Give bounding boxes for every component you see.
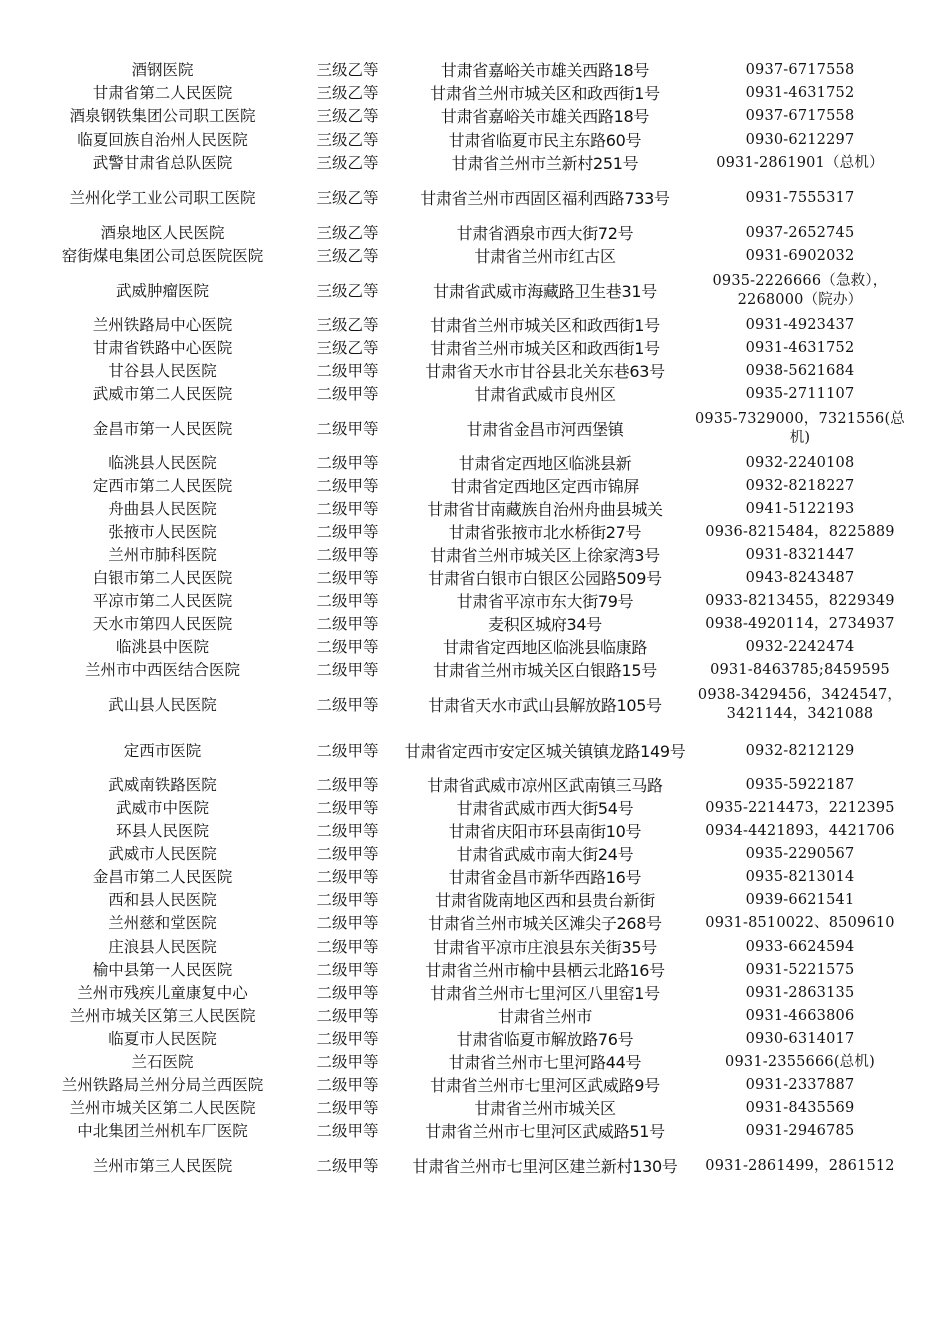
hospital-name-cell: 武威肿瘤医院 xyxy=(115,281,209,300)
hospital-phone-cell: 0941-5122193 xyxy=(745,501,855,517)
hospital-name-cell: 临洮县中医院 xyxy=(115,638,209,656)
table-row xyxy=(30,1074,910,1097)
table-row xyxy=(30,567,910,590)
table-row xyxy=(30,935,910,959)
table-row xyxy=(30,889,910,912)
hospital-grade-cell: 二级甲等 xyxy=(316,454,379,472)
hospital-name-cell: 天水市第四人民医院 xyxy=(92,615,233,633)
hospital-address-cell: 甘肃省兰州市 xyxy=(497,1007,593,1026)
hospital-name-cell: 中北集团兰州机车厂医院 xyxy=(77,1122,248,1140)
table-row xyxy=(30,452,910,475)
hospital-name-cell: 平凉市第二人民医院 xyxy=(92,592,233,610)
hospital-phone-cell: 0938-3429456，3424547，3421144，3421088 xyxy=(697,687,903,722)
hospital-address-cell: 甘肃省兰州市七里河区八里窑1号 xyxy=(430,984,660,1003)
hospital-phone-cell: 0931-2337887 xyxy=(745,1077,855,1093)
table-row xyxy=(30,1143,910,1189)
hospital-phone-cell: 0931-4631752 xyxy=(745,340,855,356)
hospital-grade-cell: 三级乙等 xyxy=(316,189,379,207)
hospital-phone-cell: 0931-4663806 xyxy=(745,1008,855,1024)
hospital-grade-cell: 三级乙等 xyxy=(316,84,379,102)
table-row xyxy=(30,475,910,498)
hospital-name-cell: 定西市医院 xyxy=(123,741,202,760)
hospital-phone-cell: 0931-8435569 xyxy=(745,1100,855,1116)
hospital-address-cell: 甘肃省金昌市新华西路16号 xyxy=(448,868,642,887)
hospital-address-cell: 甘肃省兰州市西固区福利西路733号 xyxy=(420,189,670,208)
hospital-table-body xyxy=(30,59,910,1189)
table-row xyxy=(30,959,910,982)
hospital-grade-cell: 三级乙等 xyxy=(316,247,379,265)
hospital-grade-cell: 三级乙等 xyxy=(316,154,379,172)
hospital-phone-cell: 0935-5922187 xyxy=(745,777,855,793)
hospital-name-cell: 张掖市人民医院 xyxy=(108,523,217,541)
hospital-grade-cell: 二级甲等 xyxy=(316,914,379,932)
hospital-name-cell: 榆中县第一人民医院 xyxy=(92,961,233,979)
hospital-grade-cell: 二级甲等 xyxy=(316,891,379,909)
hospital-grade-cell: 二级甲等 xyxy=(316,695,379,714)
hospital-phone-cell: 0933-6624594 xyxy=(745,938,855,955)
table-row xyxy=(30,222,910,245)
hospital-grade-cell: 三级乙等 xyxy=(316,316,379,334)
hospital-grade-cell: 二级甲等 xyxy=(316,1007,379,1025)
hospital-grade-cell: 二级甲等 xyxy=(316,1053,379,1071)
table-row xyxy=(30,774,910,797)
hospital-address-cell: 甘肃省兰州市兰新村251号 xyxy=(451,154,639,173)
hospital-address-cell: 甘肃省兰州市七里河区武威路9号 xyxy=(430,1076,660,1095)
hospital-name-cell: 兰州市中西医结合医院 xyxy=(84,661,240,679)
hospital-phone-cell: 0931-2861901（总机） xyxy=(716,155,884,171)
hospital-grade-cell: 二级甲等 xyxy=(316,615,379,633)
hospital-name-cell: 兰州市城关区第三人民医院 xyxy=(69,1007,256,1025)
hospital-name-cell: 兰州市第三人民医院 xyxy=(92,1156,233,1175)
hospital-name-cell: 武威市人民医院 xyxy=(108,845,217,863)
hospital-address-cell: 甘肃省兰州市城关区白银路15号 xyxy=(433,661,657,680)
table-row xyxy=(30,1005,910,1028)
table-row xyxy=(30,360,910,383)
hospital-name-cell: 武威南铁路医院 xyxy=(108,776,217,794)
hospital-grade-cell: 二级甲等 xyxy=(316,523,379,541)
hospital-address-cell: 甘肃省甘南藏族自治州舟曲县城关 xyxy=(427,500,663,519)
hospital-address-cell: 甘肃省兰州市七里河区建兰新村130号 xyxy=(412,1156,678,1176)
hospital-address-cell: 麦积区城府34号 xyxy=(488,615,602,634)
hospital-name-cell: 兰州市城关区第二人民医院 xyxy=(69,1099,256,1117)
hospital-name-cell: 甘肃省第二人民医院 xyxy=(92,84,233,102)
hospital-phone-cell: 0931-8463785;8459595 xyxy=(710,662,890,678)
table-row xyxy=(30,843,910,866)
hospital-phone-cell: 0933-8213455，8229349 xyxy=(705,593,895,609)
hospital-phone-cell: 0936-8215484，8225889 xyxy=(705,524,895,540)
hospital-grade-cell: 三级乙等 xyxy=(316,224,379,242)
hospital-grade-cell: 二级甲等 xyxy=(316,937,379,956)
hospital-phone-cell: 0939-6621541 xyxy=(745,892,855,908)
table-row xyxy=(30,820,910,843)
hospital-name-cell: 西和县人民医院 xyxy=(108,891,217,909)
hospital-name-cell: 甘肃省铁路中心医院 xyxy=(92,339,233,357)
hospital-grade-cell: 二级甲等 xyxy=(316,592,379,610)
hospital-phone-cell: 0931-2355666(总机) xyxy=(725,1054,875,1070)
table-row xyxy=(30,314,910,337)
hospital-grade-cell: 三级乙等 xyxy=(316,61,379,79)
hospital-name-cell: 金昌市第二人民医院 xyxy=(92,868,233,886)
hospital-grade-cell: 二级甲等 xyxy=(316,776,379,794)
hospital-phone-cell: 0935-2214473，2212395 xyxy=(705,800,895,816)
hospital-name-cell: 酒钢医院 xyxy=(131,61,194,79)
hospital-table xyxy=(30,59,910,1189)
hospital-address-cell: 甘肃省兰州市七里河区武威路51号 xyxy=(425,1122,665,1141)
hospital-grade-cell: 三级乙等 xyxy=(316,339,379,357)
table-row xyxy=(30,636,910,659)
hospital-name-cell: 临洮县人民医院 xyxy=(108,454,217,472)
hospital-phone-cell: 0930-6314017 xyxy=(745,1031,855,1047)
hospital-name-cell: 兰州铁路局兰州分局兰西医院 xyxy=(61,1076,264,1094)
hospital-phone-cell: 0931-8510022、8509610 xyxy=(705,915,895,931)
hospital-address-cell: 甘肃省白银市白银区公园路509号 xyxy=(428,569,662,588)
table-row xyxy=(30,866,910,889)
hospital-address-cell: 甘肃省武威市南大街24号 xyxy=(456,845,634,864)
hospital-grade-cell: 二级甲等 xyxy=(316,822,379,840)
hospital-grade-cell: 二级甲等 xyxy=(316,1099,379,1117)
table-row xyxy=(30,1097,910,1120)
table-row xyxy=(30,544,910,567)
table-row xyxy=(30,521,910,544)
hospital-address-cell: 甘肃省平凉市东大街79号 xyxy=(456,592,634,611)
hospital-grade-cell: 二级甲等 xyxy=(316,362,379,380)
hospital-phone-cell: 0937-2652745 xyxy=(745,225,855,241)
hospital-name-cell: 酒泉钢铁集团公司职工医院 xyxy=(69,107,256,125)
hospital-phone-cell: 0931-4631752 xyxy=(745,85,855,101)
hospital-address-cell: 甘肃省兰州市城关区 xyxy=(474,1099,616,1118)
table-row xyxy=(30,912,910,935)
hospital-address-cell: 甘肃省天水市甘谷县北关东巷63号 xyxy=(425,362,665,381)
hospital-phone-cell: 0935-8213014 xyxy=(745,869,855,885)
hospital-phone-cell: 0935-7329000，7321556(总机) xyxy=(694,411,905,446)
table-row xyxy=(30,590,910,613)
hospital-phone-cell: 0931-8321447 xyxy=(745,547,855,563)
hospital-grade-cell: 二级甲等 xyxy=(316,419,379,438)
hospital-phone-cell: 0931-7555317 xyxy=(745,190,855,206)
hospital-name-cell: 兰州慈和堂医院 xyxy=(108,914,217,932)
hospital-grade-cell: 二级甲等 xyxy=(316,845,379,863)
hospital-phone-cell: 0935-2290567 xyxy=(745,846,855,862)
table-row xyxy=(30,82,910,105)
hospital-address-cell: 甘肃省定西地区临洮县新 xyxy=(458,454,632,473)
hospital-name-cell: 白银市第二人民医院 xyxy=(92,569,233,587)
hospital-address-cell: 甘肃省定西地区临洮县临康路 xyxy=(442,638,648,657)
hospital-name-cell: 定西市第二人民医院 xyxy=(92,477,233,495)
table-row xyxy=(30,613,910,636)
hospital-grade-cell: 二级甲等 xyxy=(316,477,379,495)
hospital-name-cell: 金昌市第一人民医院 xyxy=(92,419,233,438)
hospital-grade-cell: 二级甲等 xyxy=(316,569,379,587)
hospital-grade-cell: 二级甲等 xyxy=(316,1156,379,1175)
hospital-name-cell: 舟曲县人民医院 xyxy=(108,500,217,518)
hospital-grade-cell: 三级乙等 xyxy=(316,107,379,125)
table-row xyxy=(30,982,910,1005)
table-row xyxy=(30,152,910,175)
table-row xyxy=(30,59,910,82)
hospital-phone-cell: 0932-8218227 xyxy=(745,478,855,494)
hospital-address-cell: 甘肃省庆阳市环县南街10号 xyxy=(448,822,642,841)
hospital-name-cell: 酒泉地区人民医院 xyxy=(100,224,225,242)
hospital-address-cell: 甘肃省武威市西大街54号 xyxy=(456,799,634,818)
hospital-address-cell: 甘肃省嘉峪关市雄关西路18号 xyxy=(440,107,650,126)
hospital-phone-cell: 0938-5621684 xyxy=(745,363,855,379)
hospital-grade-cell: 二级甲等 xyxy=(316,1076,379,1094)
table-row xyxy=(30,105,910,128)
hospital-address-cell: 甘肃省兰州市城关区上徐家湾3号 xyxy=(430,546,660,565)
hospital-grade-cell: 三级乙等 xyxy=(316,281,379,300)
hospital-name-cell: 兰石医院 xyxy=(131,1053,194,1071)
hospital-phone-cell: 0932-2240108 xyxy=(745,455,855,471)
table-row xyxy=(30,406,910,452)
hospital-address-cell: 甘肃省兰州市城关区和政西街1号 xyxy=(430,316,660,335)
hospital-address-cell: 甘肃省酒泉市西大街72号 xyxy=(456,224,634,243)
hospital-grade-cell: 二级甲等 xyxy=(316,385,379,403)
table-row xyxy=(30,498,910,521)
hospital-address-cell: 甘肃省陇南地区西和县贵台新街 xyxy=(435,891,655,910)
hospital-name-cell: 武山县人民医院 xyxy=(108,695,217,714)
hospital-address-cell: 甘肃省兰州市城关区和政西街1号 xyxy=(430,84,660,103)
hospital-grade-cell: 二级甲等 xyxy=(316,638,379,656)
hospital-address-cell: 甘肃省兰州市七里河路44号 xyxy=(448,1053,642,1072)
hospital-phone-cell: 0931-2861499，2861512 xyxy=(705,1157,895,1174)
hospital-grade-cell: 二级甲等 xyxy=(316,799,379,817)
hospital-grade-cell: 二级甲等 xyxy=(316,1030,379,1048)
hospital-grade-cell: 二级甲等 xyxy=(316,984,379,1002)
table-row xyxy=(30,659,910,682)
hospital-address-cell: 甘肃省兰州市城关区滩尖子268号 xyxy=(428,914,662,933)
hospital-address-cell: 甘肃省兰州市城关区和政西街1号 xyxy=(430,339,660,358)
table-row xyxy=(30,1051,910,1074)
hospital-address-cell: 甘肃省武威市海藏路卫生巷31号 xyxy=(433,281,657,301)
table-row xyxy=(30,682,910,728)
hospital-address-cell: 甘肃省张掖市北水桥街27号 xyxy=(448,523,642,542)
hospital-phone-cell: 0937-6717558 xyxy=(745,108,855,124)
hospital-grade-cell: 二级甲等 xyxy=(316,661,379,679)
hospital-address-cell: 甘肃省武威市凉州区武南镇三马路 xyxy=(427,776,663,795)
hospital-grade-cell: 三级乙等 xyxy=(316,130,379,149)
hospital-phone-cell: 0932-8212129 xyxy=(745,742,855,759)
hospital-phone-cell: 0931-2863135 xyxy=(745,985,855,1001)
hospital-name-cell: 武威市中医院 xyxy=(115,799,209,817)
hospital-name-cell: 武警甘肃省总队医院 xyxy=(92,154,233,172)
table-row xyxy=(30,337,910,360)
table-row xyxy=(30,728,910,774)
hospital-phone-cell: 0931-4923437 xyxy=(745,317,855,333)
hospital-grade-cell: 二级甲等 xyxy=(316,500,379,518)
table-row xyxy=(30,245,910,268)
hospital-address-cell: 甘肃省兰州市榆中县栖云北路16号 xyxy=(425,961,665,980)
hospital-phone-cell: 0931-6902032 xyxy=(745,248,855,264)
table-row xyxy=(30,383,910,406)
hospital-phone-cell: 0930-6212297 xyxy=(745,131,855,148)
hospital-address-cell: 甘肃省金昌市河西堡镇 xyxy=(466,419,624,439)
hospital-name-cell: 兰州化学工业公司职工医院 xyxy=(69,189,256,207)
hospital-name-cell: 临夏市人民医院 xyxy=(108,1030,217,1048)
hospital-phone-cell: 0937-6717558 xyxy=(745,62,855,78)
table-row xyxy=(30,175,910,222)
hospital-name-cell: 兰州铁路局中心医院 xyxy=(92,316,233,334)
hospital-address-cell: 甘肃省临夏市民主东路60号 xyxy=(448,130,642,150)
hospital-address-cell: 甘肃省临夏市解放路76号 xyxy=(456,1030,634,1049)
table-row xyxy=(30,268,910,314)
hospital-name-cell: 兰州市残疾儿童康复中心 xyxy=(77,984,248,1002)
table-row xyxy=(30,797,910,820)
hospital-phone-cell: 0934-4421893，4421706 xyxy=(705,823,895,839)
hospital-grade-cell: 二级甲等 xyxy=(316,1122,379,1140)
hospital-address-cell: 甘肃省平凉市庄浪县东关街35号 xyxy=(433,937,657,957)
hospital-address-cell: 甘肃省定西地区定西市锦屏 xyxy=(450,477,640,496)
hospital-grade-cell: 二级甲等 xyxy=(316,961,379,979)
hospital-name-cell: 甘谷县人民医院 xyxy=(108,362,217,380)
hospital-address-cell: 甘肃省兰州市红古区 xyxy=(474,247,616,266)
hospital-name-cell: 环县人民医院 xyxy=(115,822,209,840)
hospital-phone-cell: 0935-2711107 xyxy=(745,386,855,402)
hospital-grade-cell: 二级甲等 xyxy=(316,868,379,886)
hospital-name-cell: 庄浪县人民医院 xyxy=(108,937,217,956)
table-row xyxy=(30,128,910,152)
hospital-phone-cell: 0938-4920114，2734937 xyxy=(705,616,895,632)
hospital-phone-cell: 0931-5221575 xyxy=(745,962,855,978)
hospital-grade-cell: 二级甲等 xyxy=(316,546,379,564)
hospital-address-cell: 甘肃省武威市良州区 xyxy=(474,385,616,404)
hospital-phone-cell: 0943-8243487 xyxy=(745,570,855,586)
hospital-name-cell: 窑街煤电集团公司总医院医院 xyxy=(61,247,264,265)
table-row xyxy=(30,1120,910,1143)
hospital-phone-cell: 0931-2946785 xyxy=(745,1123,855,1139)
hospital-phone-cell: 0932-2242474 xyxy=(745,639,855,655)
hospital-address-cell: 甘肃省天水市武山县解放路105号 xyxy=(428,695,662,715)
hospital-grade-cell: 二级甲等 xyxy=(316,741,379,760)
hospital-name-cell: 临夏回族自治州人民医院 xyxy=(77,130,248,149)
hospital-address-cell: 甘肃省定西市安定区城关镇镇龙路149号 xyxy=(404,741,686,761)
hospital-name-cell: 武威市第二人民医院 xyxy=(92,385,233,403)
hospital-phone-cell: 0935-2226666（急救），2268000（院办） xyxy=(712,273,888,308)
table-row xyxy=(30,1028,910,1051)
hospital-address-cell: 甘肃省嘉峪关市雄关西路18号 xyxy=(440,61,650,80)
hospital-name-cell: 兰州市肺科医院 xyxy=(108,546,217,564)
